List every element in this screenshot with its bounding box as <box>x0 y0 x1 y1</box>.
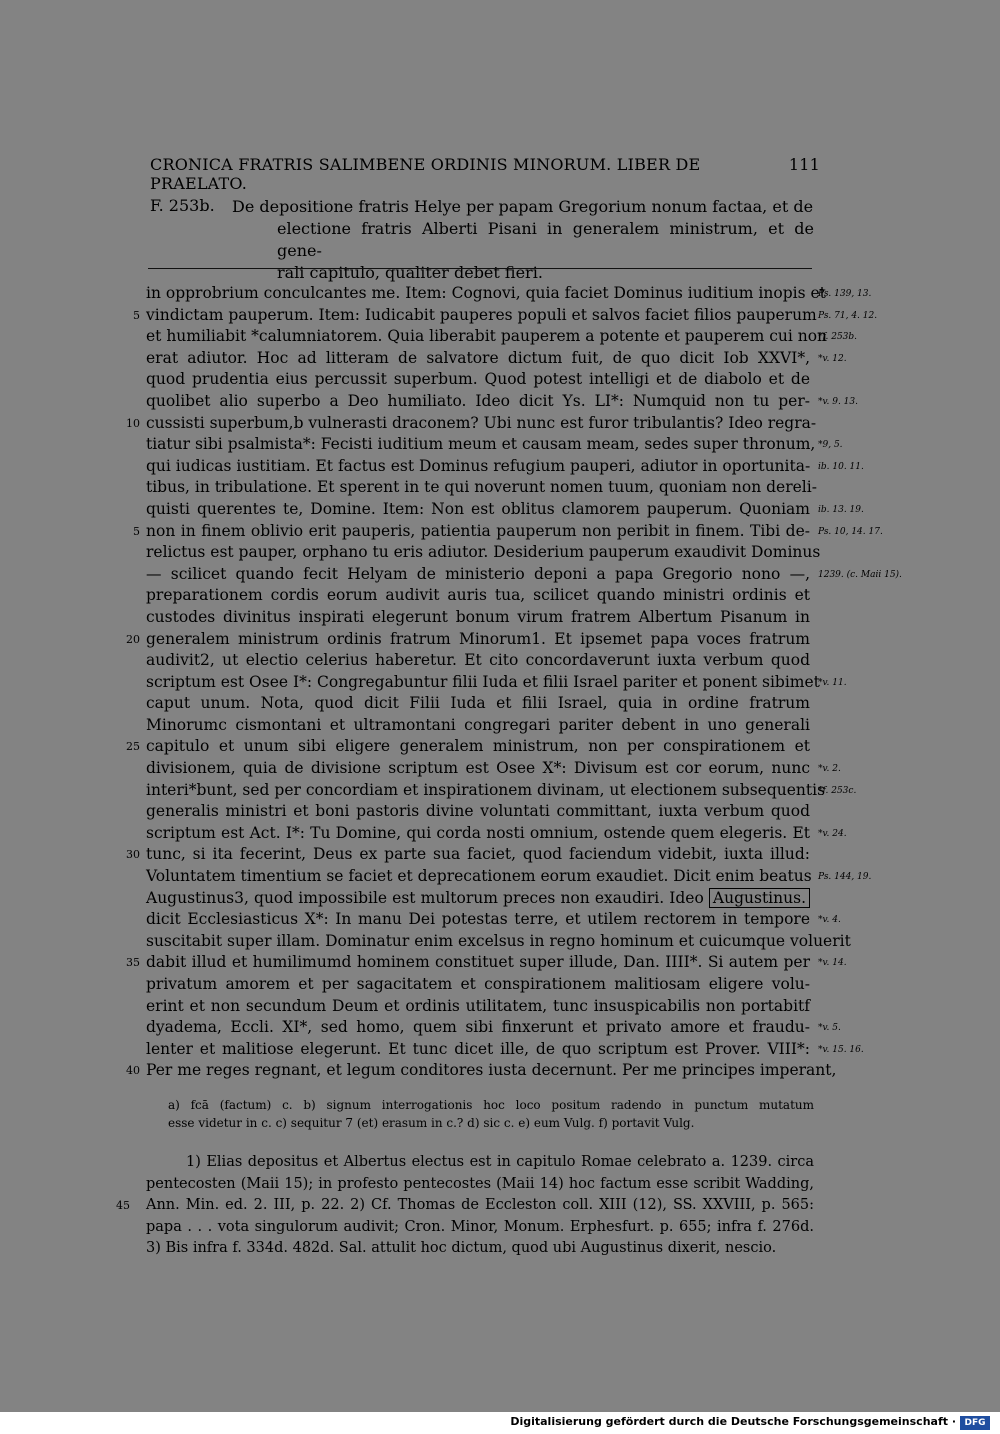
text-line <box>126 844 814 866</box>
line-text: suscitabit super illam. Dominatur enim excelsus in regno hominum et cuicumque voluerit <box>146 931 851 950</box>
footnote-line: papa . . . vota singulorum audivit; Cron. Minor, Monum. Erphesfurt. p. 655; infra f. 276d. <box>146 1218 814 1235</box>
marginal-reference: *v. 2. <box>818 764 841 775</box>
line-text: — scilicet quando fecit Helyam de ministerio deponi a papa Gregorio nono —, <box>146 564 810 583</box>
line-text: relictus est pauper, orphano tu eris adiutor. Desiderium pauperum exaudivit Dominus <box>146 543 821 562</box>
line-text: scriptum est Act. I*: Tu Domine, qui corda nosti omnium, ostende quem elegeris. Et <box>146 823 810 842</box>
text-line <box>146 672 847 694</box>
text-line <box>146 348 847 370</box>
chapter-title-line: De depositione fratris Helye per papam Gregorium nonum factaa, et de <box>232 197 814 216</box>
boxed-marginal-word: Augustinus. <box>709 888 810 908</box>
line-text: quisti querentes te, Domine. Item: Non est oblitus clamorem pauperum. Quoniam <box>146 499 810 518</box>
line-text: lenter et malitiose elegerunt. Et tunc dicet ille, de quo scriptum est Prover. VIII*: <box>146 1039 810 1058</box>
text-line <box>146 823 847 845</box>
text-line <box>126 952 847 974</box>
line-text: quod prudentia eius percussit superbum. Quod potest intelligi et de diabolo et de <box>146 370 810 389</box>
folio-reference: F. 253b. <box>150 196 215 215</box>
marginal-reference: *v. 5. <box>818 1023 841 1034</box>
text-line <box>146 499 864 521</box>
chapter-title-line: electione fratris Alberti Pisani in generalem ministrum, et de gene- <box>277 219 814 260</box>
line-text: et humiliabit *calumniatorem. Quia liberabit pauperem a potente et pauperem cui non <box>146 327 828 346</box>
text-line <box>146 996 814 1018</box>
line-text: audivit2, ut electio celerius haberetur. Et cito concordaverunt iuxta verbum quod <box>146 651 810 670</box>
funding-credit: Digitalisierung gefördert durch die Deutsche Forschungsgemeinschaft · <box>510 1415 956 1428</box>
footnote-line: 3) Bis infra f. 334d. 482d. Sal. attulit hoc dictum, quod ubi Augustinus dixerit, nescio. <box>146 1240 777 1256</box>
line-text: in opprobrium conculcantes me. Item: Cognovi, quia faciet Dominus iuditium inopis et <box>146 284 826 302</box>
line-text: scriptum est Osee I*: Congregabuntur filii Iuda et filii Israel pariter et ponent sibimet <box>146 672 820 691</box>
text-line <box>146 369 814 391</box>
text-line <box>146 326 858 348</box>
marginal-reference: Ps. 10, 14. 17. <box>818 526 883 537</box>
text-line <box>146 888 814 910</box>
line-text: Augustinus3, quod impossibile est multorum preces non exaudiri. Ideo Augustinus. <box>146 888 810 910</box>
line-number: 45 <box>116 1199 130 1212</box>
running-title: CRONICA FRATRIS SALIMBENE ORDINIS MINORUM. LIBER DE PRAELATO. <box>150 155 701 193</box>
line-text: tibus, in tribulatione. Et sperent in te qui noverunt nomen tuum, quoniam non dereli- <box>146 478 817 497</box>
marginal-reference: ib. 13. 19. <box>818 504 864 515</box>
marginal-reference: Ps. 139, 13. <box>818 289 872 299</box>
text-line <box>146 607 814 629</box>
marginal-reference: *v. 15. 16. <box>818 1044 864 1055</box>
text-line <box>146 758 841 780</box>
dfg-logo: DFG <box>960 1416 990 1430</box>
line-text: Minorumc cismontani et ultramontani congregari pariter debent in uno generali <box>146 715 810 734</box>
text-line <box>146 391 858 413</box>
marginal-reference: *v. 11. <box>818 677 847 688</box>
line-text: generalem ministrum ordinis fratrum Minorum1. Et ipsemet papa voces fratrum <box>146 629 810 648</box>
line-text: dyadema, Eccli. XI*, sed homo, quem sibi finxerunt et privato amore et fraudu- <box>146 1018 810 1037</box>
marginal-reference: ib. 10. 11. <box>818 461 864 472</box>
text-line <box>146 1039 864 1061</box>
marginal-reference: *f. 253c. <box>818 785 857 796</box>
text-line <box>146 564 902 586</box>
text-line <box>146 974 814 996</box>
text-line <box>146 650 814 672</box>
line-text: capitulo et unum sibi eligere generalem ministrum, non per conspirationem et <box>146 737 810 756</box>
line-text: erint et non secundum Deum et ordinis utilitatem, tunc insuspicabilis non portabitf <box>146 996 810 1015</box>
footnotes <box>116 1152 814 1260</box>
line-text: custodes divinitus inspirati elegerunt bonum virum fratrem Albertum Pisanum in <box>146 607 810 626</box>
text-line <box>146 1017 841 1039</box>
line-text: Voluntatem timentium se faciet et deprecationem eorum exaudiet. Dicit enim beatus <box>146 867 812 886</box>
marginal-reference: *9, 5. <box>818 440 843 451</box>
line-text: qui iudicas iustitiam. Et factus est Dominus refugium pauperi, adiutor in oportunita- <box>146 456 811 475</box>
line-text: cussisti superbum,b vulnerasti draconem? Ubi nunc est furor tribulantis? Ideo regra- <box>146 413 817 432</box>
line-text: divisionem, quia de divisione scriptum est Osee X*: Divisum est cor eorum, nunc <box>146 759 810 778</box>
line-text: tunc, si ita fecerint, Deus ex parte sua faciet, quod faciendum videbit, iuxta illud: <box>146 845 810 864</box>
line-number: 40 <box>126 1064 140 1078</box>
marginal-reference: *v. 14. <box>818 958 847 969</box>
marginal-reference: 1239. (c. Maii 15). <box>818 569 902 580</box>
line-text: generalis ministri et boni pastoris divine voluntati committant, iuxta verbum quod <box>146 802 810 821</box>
footnote-line: pentecosten (Maii 15); in profesto pentecostes (Maii 14) hoc factum esse scribit Wadding, <box>146 1175 814 1192</box>
main-text <box>126 283 902 1082</box>
line-text: privatum amorem et per sagacitatem et conspirationem malitiosam eligere volu- <box>146 975 810 993</box>
line-number: 35 <box>126 956 140 970</box>
line-text: interi*bunt, sed per concordiam et inspirationem divinam, ut electionem subsequentis <box>146 780 826 799</box>
line-text: quolibet alio superbo a Deo humiliato. Ideo dicit Ys. LI*: Numquid non tu per- <box>146 391 810 410</box>
marginal-reference: *v. 24. <box>818 828 847 839</box>
line-text: dabit illud et humilimumd hominem constituet super illude, Dan. IIII*. Si autem per <box>146 953 810 972</box>
text-line <box>146 434 843 456</box>
line-number: 5 <box>133 524 140 538</box>
marginal-reference: *v. 9. 13. <box>818 396 858 407</box>
text-line <box>126 413 817 435</box>
chapter-title-line: rali capitulo, qualiter debet fieri. <box>277 263 543 282</box>
text-line <box>146 585 814 607</box>
text-line <box>126 629 814 651</box>
text-line <box>146 693 814 715</box>
text-line <box>126 1060 837 1082</box>
text-line <box>126 736 814 758</box>
line-text: tiatur sibi psalmista*: Fecisti iuditium meum et causam meam, sedes super thronum, <box>146 435 816 454</box>
line-text: non in finem oblivio erit pauperis, patientia pauperum non peribit in finem. Tibi de- <box>146 521 810 540</box>
line-number: 20 <box>126 632 140 646</box>
marginal-reference: *v. 12. <box>818 353 847 364</box>
text-line <box>146 456 864 478</box>
marginal-reference: *v. 4. <box>818 915 841 926</box>
text-line <box>146 477 817 499</box>
line-text: vindictam pauperum. Item: Iudicabit pauperes populi et salvos faciet filios pauperum <box>146 305 817 324</box>
marginal-reference: Ps. 144, 19. <box>818 872 872 883</box>
text-line <box>133 521 883 543</box>
marginal-reference: Ps. 71, 4. 12. <box>818 310 878 321</box>
line-text: erat adiutor. Hoc ad litteram de salvatore dictum fuit, de quo dicit Iob XXVI*, <box>146 348 810 367</box>
separator-rule <box>148 268 812 269</box>
text-line <box>146 542 821 564</box>
text-line <box>146 780 857 802</box>
text-line <box>146 866 872 888</box>
footnote-line: 1) Elias depositus et Albertus electus est in capitulo Romae celebrato a. 1239. circa <box>186 1154 814 1170</box>
line-number: 10 <box>126 416 140 430</box>
line-number: 30 <box>126 848 140 862</box>
chapter-title <box>232 196 814 284</box>
line-number: 25 <box>126 740 140 754</box>
footer-bar <box>0 1412 1000 1434</box>
footnote-line: 45 Ann. Min. ed. 2. III, p. 22. 2) Cf. Thomas de Eccleston coll. XIII (12), SS. XXVIII, p. 565: <box>146 1195 814 1217</box>
line-text: Per me reges regnant, et legum conditores iusta decernunt. Per me principes imperant, <box>146 1061 837 1080</box>
text-line <box>146 801 814 823</box>
text-line <box>133 305 878 327</box>
text-line <box>146 931 851 953</box>
text-line <box>146 715 814 737</box>
apparatus-line: esse videtur in c. c) sequitur 7 (et) erasum in c.? d) sic c. e) eum Vulg. f) portavit Vulg. <box>168 1116 695 1130</box>
line-number: 5 <box>133 308 140 322</box>
line-text: preparationem cordis eorum audivit auris tua, scilicet quando ministri ordinis et <box>146 586 810 605</box>
apparatus-line: a) fcā (factum) c. b) signum interrogationis hoc loco positum radendo in punctum mutatum <box>168 1098 814 1112</box>
line-text: caput unum. Nota, quod dicit Filii Iuda et filii Israel, quia in ordine fratrum <box>146 694 810 713</box>
line-text: dicit Ecclesiasticus X*: In manu Dei potestas terre, et utilem rectorem in tempore <box>146 910 810 929</box>
text-line <box>146 283 872 305</box>
marginal-reference: *f. 253b. <box>818 332 858 343</box>
running-header <box>150 155 820 193</box>
page-number: 111 <box>788 155 820 174</box>
apparatus-criticus <box>168 1096 814 1132</box>
text-line <box>146 909 841 931</box>
